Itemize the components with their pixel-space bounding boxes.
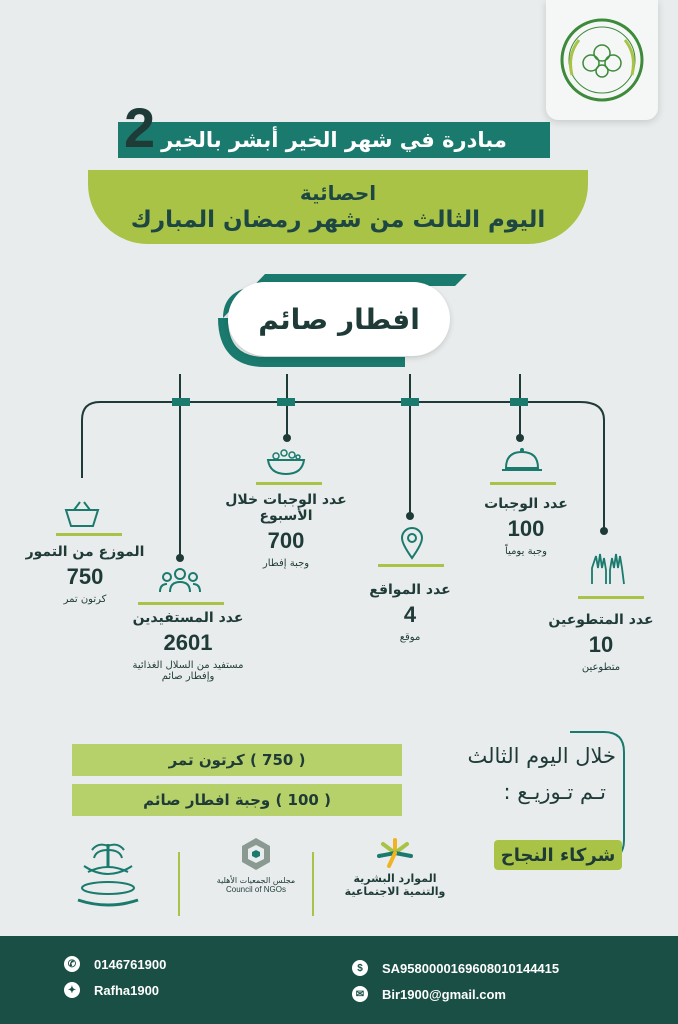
email-icon: ✉	[352, 986, 368, 1002]
hr-logo-text: الموارد البشرية والتنمية الاجتماعية	[344, 872, 446, 899]
stat-unit: مستفيد من السلال الغذائية وإفطار صائم	[132, 660, 244, 682]
distribution-title: خلال اليوم الثالث	[467, 744, 616, 768]
basket-icon	[62, 500, 102, 532]
distribution-item-dates: ( 750 ) كرتون تمر	[72, 744, 402, 776]
distribution-subtitle: تـم تـوزيـع :	[503, 780, 606, 804]
program-name: افطار صائم	[228, 282, 450, 356]
partner-divider	[178, 852, 180, 916]
stat-underline	[56, 533, 122, 536]
ngo-logo-text-ar: مجلس الجمعيات الأهلية	[216, 876, 296, 885]
stat-label: عدد المتطوعين	[548, 612, 654, 628]
footer-iban[interactable]	[352, 960, 559, 976]
stats-header-pill	[88, 170, 588, 244]
people-icon	[158, 566, 202, 598]
bank-icon: $	[352, 960, 368, 976]
stat-value: 750	[66, 564, 104, 589]
stat-label: عدد المواقع	[369, 582, 451, 598]
stat-value: 100	[507, 516, 545, 541]
stat-weekly-meals	[206, 492, 366, 569]
stat-label: الموزع من التمور	[25, 544, 145, 560]
twitter-icon: ✦	[64, 982, 80, 998]
stat-value: 700	[267, 528, 305, 553]
stat-value: 4	[403, 602, 417, 627]
phone-number: 0146761900	[94, 956, 167, 972]
stat-unit: وجبة يومياً	[505, 546, 547, 557]
stat-label: عدد المستفيدين	[132, 610, 244, 626]
palm-swords-emblem-icon	[68, 838, 148, 912]
stat-volunteers	[538, 612, 664, 673]
stat-underline	[138, 602, 224, 605]
charity-logo-badge	[546, 0, 658, 120]
food-bowl-icon	[264, 446, 308, 480]
stat-daily-meals	[466, 496, 586, 557]
stat-value: 10	[588, 632, 614, 657]
distribution-item-meals: ( 100 ) وجبة افطار صائم	[72, 784, 402, 816]
phone-icon: ✆	[64, 956, 80, 972]
stat-unit: موقع	[399, 632, 421, 643]
stat-underline	[256, 482, 322, 485]
stat-beneficiaries	[118, 610, 258, 682]
stat-unit: كرتون تمر	[63, 594, 107, 605]
hr-ministry-logo	[330, 838, 460, 898]
initiative-title: مبادرة في شهر الخير أبشر بالخير	[118, 122, 550, 158]
stat-label: عدد الوجبات	[484, 496, 568, 512]
footer-email[interactable]	[352, 986, 506, 1002]
partner-divider	[312, 852, 314, 916]
stat-value: 2601	[163, 630, 213, 655]
footer-phone[interactable]	[64, 956, 166, 972]
stats-header-line1: احصائية	[299, 181, 377, 205]
partners-label: شركاء النجاح	[494, 840, 622, 870]
stat-label: عدد الوجبات خلال الأسبوع	[225, 492, 347, 524]
stat-underline	[578, 596, 644, 599]
hr-star-icon	[375, 838, 415, 868]
stat-locations	[350, 582, 470, 643]
location-pin-icon	[400, 526, 424, 564]
charity-seal-icon	[557, 15, 647, 105]
raised-hands-icon	[588, 550, 628, 590]
twitter-handle: Rafha1900	[94, 982, 160, 998]
ngo-logo-text-en: Council of NGOs	[225, 885, 287, 894]
email-address: Bir1900@gmail.com	[382, 986, 506, 1002]
stat-unit: وجبة إفطار	[262, 558, 310, 569]
meal-cloche-icon	[500, 446, 544, 480]
stats-header-line2: اليوم الثالث من شهر رمضان المبارك	[130, 207, 546, 233]
ngo-hexagon-icon	[238, 836, 274, 872]
footer	[0, 936, 678, 1024]
stat-unit: متطوعين	[581, 662, 621, 673]
title-number: 2	[124, 96, 156, 159]
ministry-emblem	[68, 838, 148, 916]
stat-underline	[490, 482, 556, 485]
iban-number: SA9580000169608010144415	[382, 960, 560, 976]
ngo-council-logo	[206, 836, 306, 894]
stat-underline	[378, 564, 444, 567]
stat-dates	[20, 544, 150, 605]
footer-twitter[interactable]	[64, 982, 159, 998]
